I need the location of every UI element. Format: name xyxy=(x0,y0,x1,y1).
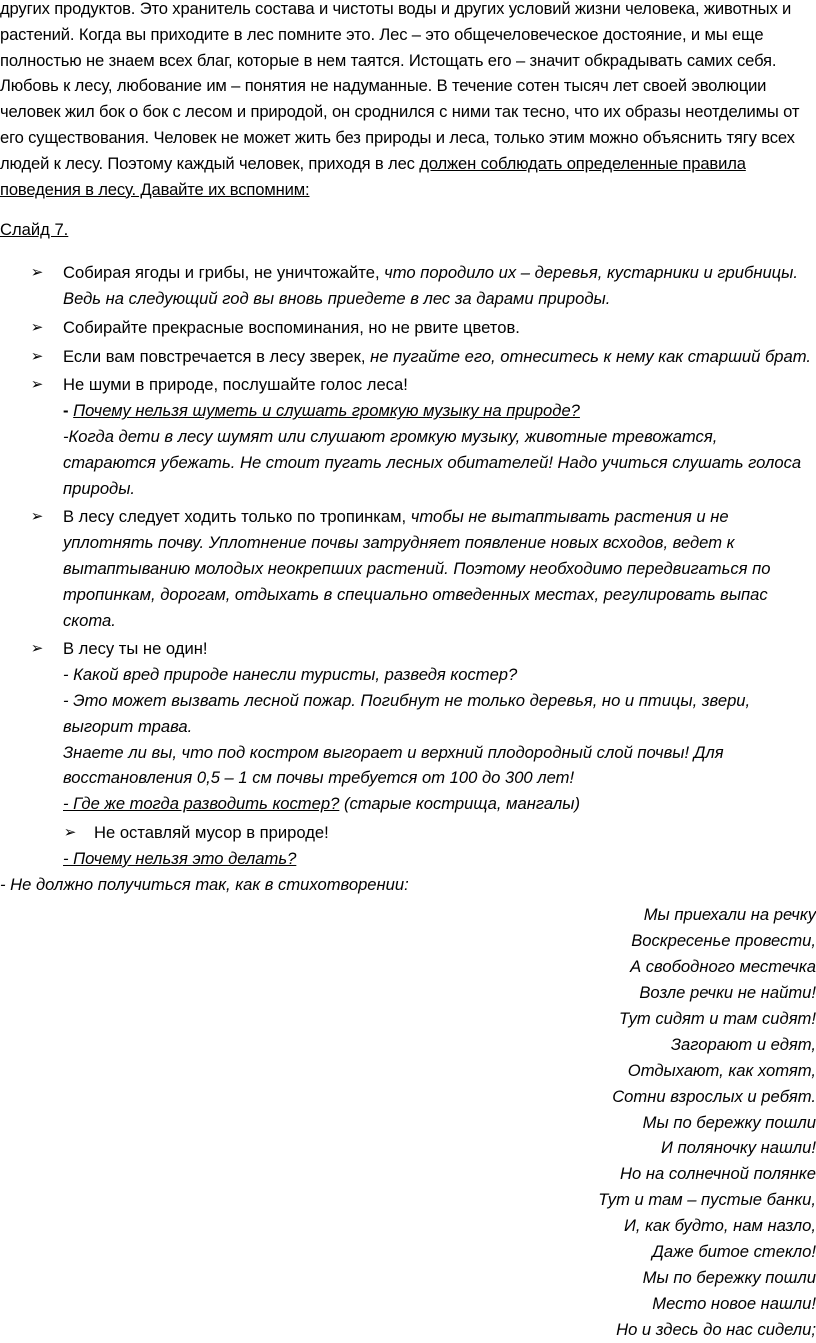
question-dash: - xyxy=(63,401,74,421)
poem-line: Сотни взрослых и ребят. xyxy=(612,1086,816,1106)
question-text: - Почему нельзя это делать? xyxy=(63,848,297,868)
arrow-bullet-icon: ➢ xyxy=(30,508,44,526)
rule-italic-text: чтобы не вытаптывать растения и не уплотнять почву. Уплотнение почвы затрудняет появление новых всходов, ведет к вытаптыванию молодых неокрепших растений. Поэтому необходимо передвигаться по тропинкам, дорогам, отдыхать в специально отведенных местах, регулировать выпас скота. xyxy=(63,507,771,630)
rule-text: Если вам повстречается в лесу зверек, xyxy=(63,346,371,366)
intro-underlined-text: должен соблюдать определенные правила поведения в лесу. Давайте их вспомним: xyxy=(0,153,746,199)
arrow-bullet-icon: ➢ xyxy=(30,640,44,658)
intro-text: других продуктов. Это хранитель состава и чистоты воды и других условий жизни человека, животных и растений. Когда вы приходите в лес помните это. Лес – это общечеловеческое достояние, и мы еще полностью не знаем всех благ, которые в нем таятся. Истощать его – значит обкрадывать самих себя. Любовь к лесу, любование им – понятия не надуманные. В течение сотен тысяч лет своей эволюции человек жил бок о бок с лесом и природой, он сроднился с ними так тесно, что их образы неотделимы от его существования. Человек не может жить без природы и леса, только этим можно объяснить тягу всех людей к лесу. Поэтому каждый человек, приходя в лес xyxy=(0,0,800,173)
poem-line: И поляночку нашли! xyxy=(661,1138,816,1158)
fact-text: Знаете ли вы, что под костром выгорает и верхний плодородный слой почвы! Для восстановления 0,5 – 1 см почвы требуется от 100 до 300 лет! xyxy=(63,742,724,788)
poem-line: А свободного местечка xyxy=(630,957,816,977)
rule-title: Не шуми в природе, послушайте голос леса! xyxy=(63,375,408,395)
list-item xyxy=(0,504,816,633)
sub-list-item xyxy=(63,820,812,846)
list-item xyxy=(0,315,816,341)
arrow-bullet-icon: ➢ xyxy=(63,823,77,841)
list-item xyxy=(0,260,816,312)
question-text: Почему нельзя шуметь и слушать громкую музыку на природе? xyxy=(73,401,580,421)
list-item xyxy=(0,372,816,501)
poem-line: Загорают и едят, xyxy=(670,1034,816,1054)
list-item xyxy=(0,636,816,871)
intro-paragraph xyxy=(0,0,816,202)
poem-line: Возле речки не найти! xyxy=(639,983,816,1003)
poem-line: Мы по бережку пошли xyxy=(642,1267,816,1287)
poem xyxy=(0,902,816,1342)
poem-line: Отдыхают, как хотят, xyxy=(627,1060,816,1080)
poem-line: Воскресенье провести, xyxy=(631,931,816,951)
question-line xyxy=(63,791,812,817)
answer-text: - Это может вызвать лесной пожар. Погибнут не только деревья, но и птицы, звери, выгорит трава. xyxy=(63,690,751,736)
question-text: - Где же тогда разводить костер? xyxy=(63,794,340,814)
rules-list xyxy=(0,260,816,871)
arrow-bullet-icon: ➢ xyxy=(30,318,44,336)
answer-hint: (старые кострища, мангалы) xyxy=(339,794,580,814)
answer-text: -Когда дети в лесу шумят или слушают громкую музыку, животные тревожатся, стараются убежать. Не стоит пугать лесных обитателей! Надо учиться слушать голоса природы. xyxy=(63,426,802,498)
arrow-bullet-icon: ➢ xyxy=(30,376,44,394)
poem-line: Но на солнечной полянке xyxy=(620,1164,816,1184)
poem-line: Мы по бережку пошли xyxy=(642,1112,816,1132)
question-line xyxy=(63,398,812,424)
question-text: - Какой вред природе нанесли туристы, разведя костер? xyxy=(63,665,518,685)
poem-line: Место новое нашли! xyxy=(652,1293,816,1313)
rule-title: В лесу ты не один! xyxy=(63,639,208,659)
rule-italic-text: не пугайте его, отнеситесь к нему как старший брат. xyxy=(370,346,812,366)
list-item xyxy=(0,344,816,370)
poem-line: Мы приехали на речку xyxy=(643,905,816,925)
rule-text: В лесу следует ходить только по тропинкам, xyxy=(63,507,411,527)
poem-line: Тут и там – пустые банки, xyxy=(598,1190,816,1210)
arrow-bullet-icon: ➢ xyxy=(30,347,44,365)
closing-line: - Не должно получиться так, как в стихотворении: xyxy=(0,874,409,894)
rule-italic-text: что породило их – деревья, кустарники и грибницы. Ведь на следующий год вы вновь приедете в лес за дарами природы. xyxy=(63,263,798,308)
poem-line: И, как будто, нам назло, xyxy=(623,1216,816,1236)
slide-label: Слайд 7. xyxy=(0,220,69,240)
poem-line: Но и здесь до нас сидели; xyxy=(616,1319,816,1339)
sub-rule-text: Не оставляй мусор в природе! xyxy=(94,822,329,842)
arrow-bullet-icon: ➢ xyxy=(30,264,44,282)
rule-text: Собирайте прекрасные воспоминания, но не рвите цветов. xyxy=(63,317,520,337)
poem-line: Тут сидят и там сидят! xyxy=(619,1008,816,1028)
poem-line: Даже битое стекло! xyxy=(652,1242,816,1262)
rule-text: Собирая ягоды и грибы, не уничтожайте, xyxy=(63,263,385,283)
